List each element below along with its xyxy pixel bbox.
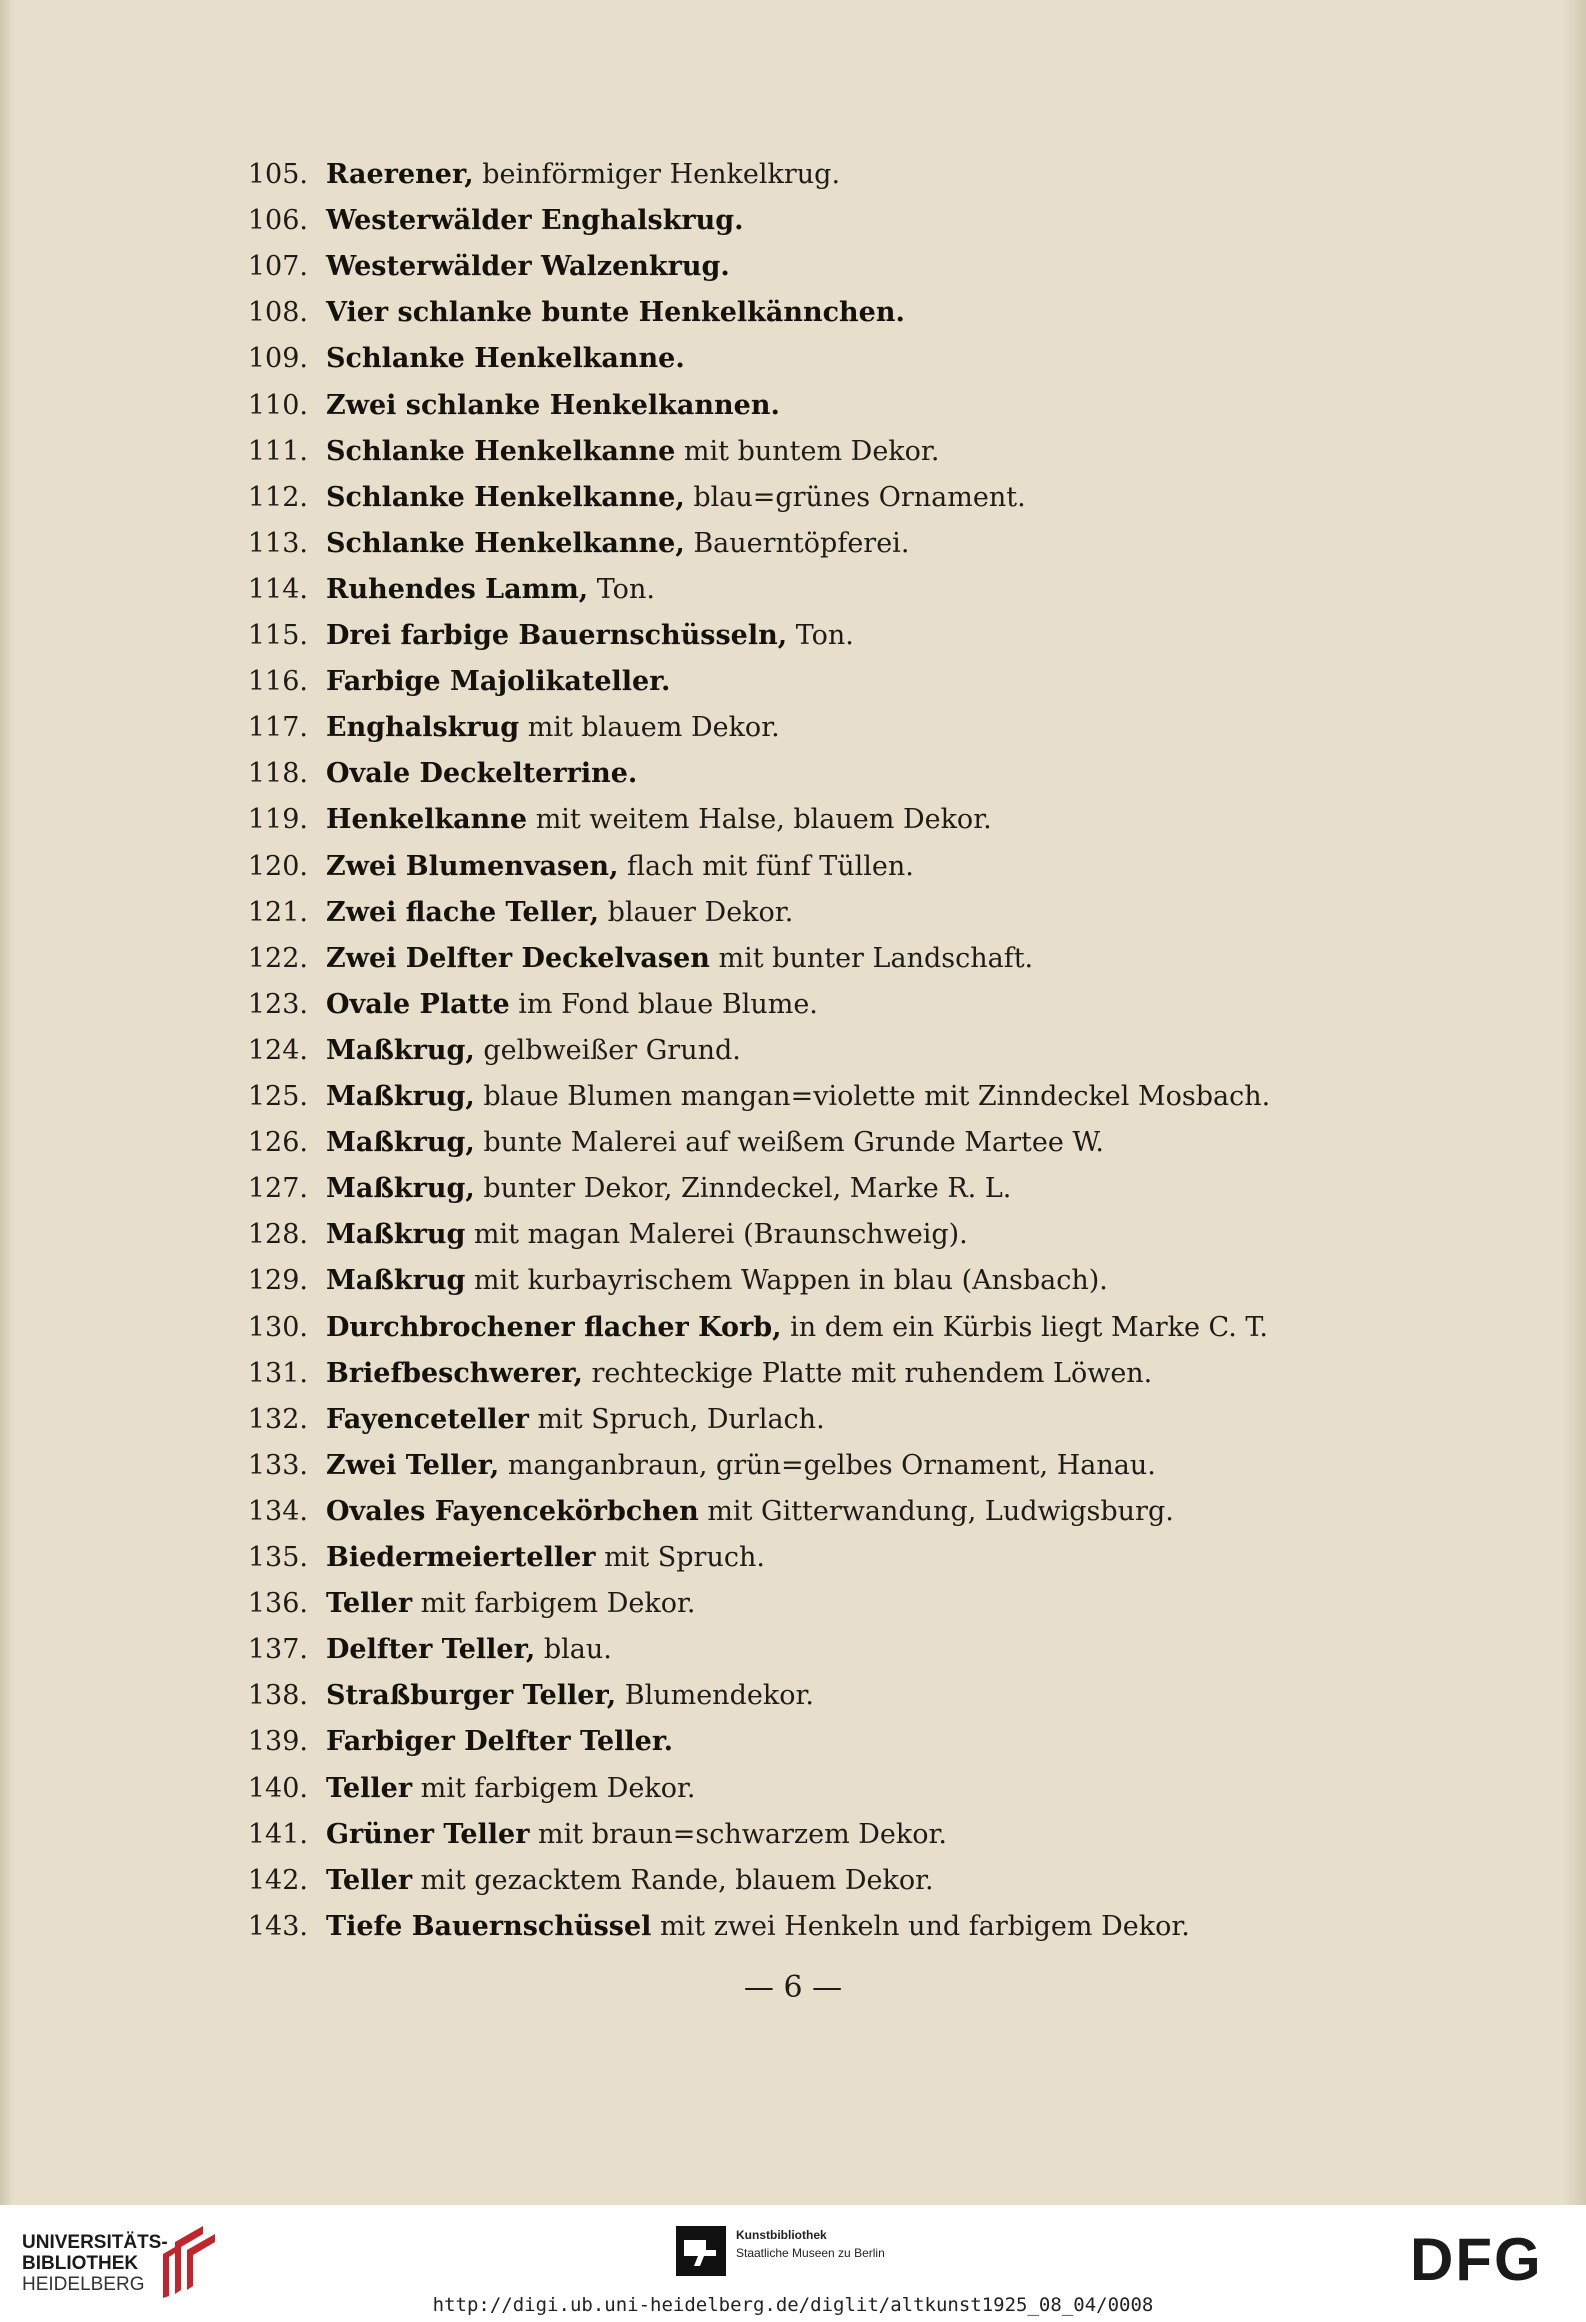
entry-title: Grüner Teller (326, 1818, 530, 1850)
entry-number: 134. (247, 1495, 308, 1527)
entry-number: 119. (247, 804, 308, 836)
entry-detail: gelbweißer Grund. (474, 1034, 741, 1066)
entry-title: Zwei flache Teller, (326, 896, 600, 928)
entry-detail: bunter Dekor, Zinndeckel, Marke R. L. (474, 1173, 1012, 1205)
entry-description (326, 1489, 1174, 1535)
catalog-entry (0, 705, 1586, 751)
catalog-entry (0, 659, 1586, 705)
catalog-entry (0, 1074, 1586, 1120)
catalog-entry (0, 1673, 1586, 1719)
entry-description (326, 1305, 1268, 1351)
entry-description (326, 1028, 741, 1074)
entry-detail: mit braun=schwarzem Dekor. (529, 1818, 948, 1850)
entry-title: Drei farbige Bauernschüsseln, (326, 620, 788, 651)
entry-number: 117. (247, 712, 308, 744)
catalog-entry (0, 982, 1586, 1028)
entry-number: 111. (247, 435, 308, 467)
ub-logo-line-3: HEIDELBERG (22, 2274, 145, 2295)
entry-detail: bunte Malerei auf weißem Grunde Martee W. (474, 1127, 1105, 1159)
entry-detail: mit weitem Halse, blauem Dekor. (527, 804, 992, 836)
catalog-entry (0, 475, 1586, 521)
entry-description (326, 705, 780, 751)
catalog-entry (0, 429, 1586, 475)
entry-title: Zwei Teller, (326, 1449, 500, 1481)
entry-title: Maßkrug, (326, 1081, 475, 1112)
entry-description (326, 1120, 1104, 1166)
catalog-entry (0, 1766, 1586, 1812)
catalog-entry (0, 1812, 1586, 1858)
entry-description (326, 1719, 673, 1765)
entry-number: 122. (247, 942, 308, 974)
entry-title: Zwei Delfter Deckelvasen (326, 942, 710, 974)
entry-description (326, 1212, 968, 1258)
entry-description (326, 1812, 947, 1858)
entry-number: 128. (247, 1219, 308, 1251)
entry-detail: mit Gitterwandung, Ludwigsburg. (698, 1495, 1174, 1527)
entry-description (326, 1904, 1190, 1950)
entry-description (326, 152, 840, 198)
entry-number: 105. (247, 159, 308, 190)
entry-description (326, 521, 909, 567)
permalink-url[interactable]: http://digi.ub.uni-heidelberg.de/diglit/altkunst1925_08_04/0008 (432, 2294, 1154, 2316)
catalog-entry (0, 567, 1586, 613)
entry-detail: mit kurbayrischem Wappen in blau (Ansbach). (465, 1265, 1108, 1297)
entry-number: 114. (247, 573, 308, 605)
entry-title: Ovale Deckelterrine. (326, 758, 638, 790)
entry-detail: blaue Blumen mangan=violette mit Zinndeckel Mosbach. (474, 1081, 1271, 1112)
entry-description (326, 751, 637, 797)
entry-title: Biedermeierteller (326, 1542, 596, 1573)
entry-number: 131. (247, 1357, 308, 1389)
catalog-entry (0, 1858, 1586, 1904)
catalog-entry (0, 1581, 1586, 1627)
entry-detail: blau. (535, 1634, 612, 1666)
entry-title: Zwei schlanke Henkelkannen. (326, 389, 780, 421)
entry-detail: mit blauem Dekor. (519, 712, 780, 744)
entry-detail: manganbraun, grün=gelbes Ornament, Hanau. (499, 1449, 1156, 1481)
entry-description (326, 936, 1033, 982)
catalog-entry (0, 198, 1586, 244)
entry-number: 112. (247, 481, 308, 513)
catalog-entry (0, 336, 1586, 382)
catalog-entry (0, 797, 1586, 843)
entry-title: Teller (326, 1588, 413, 1620)
entry-description (326, 1074, 1270, 1120)
entry-title: Vier schlanke bunte Henkelkännchen. (326, 297, 905, 329)
entry-number: 136. (247, 1588, 308, 1620)
ub-heidelberg-logo-text[interactable] (22, 2232, 168, 2295)
entry-description (326, 613, 854, 659)
entry-number: 123. (247, 988, 308, 1020)
entry-description (326, 244, 730, 290)
entry-description (326, 890, 793, 936)
entry-title: Tiefe Bauernschüssel (326, 1910, 652, 1942)
catalog-entry (0, 1535, 1586, 1581)
dfg-logo[interactable]: DFG (1410, 2226, 1543, 2293)
entry-number: 140. (247, 1772, 308, 1804)
ub-logo-line-1: UNIVERSITÄTS- (22, 2232, 168, 2253)
entry-detail: Ton. (787, 620, 854, 651)
entry-number: 133. (247, 1449, 308, 1481)
kb-line-2: Staatliche Museen zu Berlin (736, 2246, 885, 2260)
catalog-entry (0, 290, 1586, 336)
entry-number: 138. (247, 1680, 308, 1712)
entry-description (326, 1673, 814, 1719)
entry-detail: mit Spruch, Durlach. (528, 1403, 825, 1435)
entry-description (326, 1766, 695, 1812)
entry-number: 106. (247, 205, 308, 237)
entry-description (326, 1166, 1011, 1212)
page-number: — 6 — (743, 1970, 843, 2005)
entry-detail: rechteckige Platte mit ruhendem Löwen. (582, 1357, 1153, 1389)
entry-title: Enghalskrug (326, 712, 520, 744)
entry-title: Delfter Teller, (326, 1634, 536, 1666)
entry-number: 141. (247, 1818, 308, 1850)
entry-title: Farbige Majolikateller. (326, 666, 671, 698)
catalog-entry (0, 890, 1586, 936)
entry-detail: beinförmiger Henkelkrug. (473, 159, 841, 190)
entry-number: 118. (247, 758, 308, 790)
entry-description (326, 797, 992, 843)
entry-description (326, 290, 905, 336)
entry-detail: mit Spruch. (595, 1542, 765, 1573)
entry-description (326, 1535, 765, 1581)
entry-description (326, 475, 1026, 521)
entry-title: Teller (326, 1772, 413, 1804)
entry-description (326, 336, 685, 382)
entry-number: 107. (247, 251, 308, 283)
catalog-entry (0, 613, 1586, 659)
catalog-entry (0, 244, 1586, 290)
ub-heidelberg-logo-icon[interactable] (155, 2220, 221, 2298)
entry-number: 132. (247, 1403, 308, 1435)
entry-number: 124. (247, 1034, 308, 1066)
entry-detail: mit buntem Dekor. (675, 435, 940, 467)
entry-description (326, 844, 914, 890)
ub-logo-line-2: BIBLIOTHEK (22, 2253, 139, 2274)
catalog-entry (0, 1627, 1586, 1673)
entry-detail: blauer Dekor. (599, 896, 794, 928)
entry-detail: Bauerntöpferei. (684, 527, 910, 559)
entry-title: Westerwälder Walzenkrug. (326, 251, 730, 283)
entry-title: Maßkrug, (326, 1127, 475, 1159)
entry-description (326, 1258, 1108, 1304)
catalog-entry (0, 1258, 1586, 1304)
entry-title: Henkelkanne (326, 804, 528, 836)
entry-number: 137. (247, 1634, 308, 1666)
kb-line-1: Kunstbibliothek (736, 2228, 827, 2242)
entry-title: Maßkrug, (326, 1034, 475, 1066)
entry-number: 129. (247, 1265, 308, 1297)
entry-title: Zwei Blumenvasen, (326, 850, 619, 882)
entry-number: 130. (247, 1311, 308, 1343)
entry-description (326, 1351, 1152, 1397)
entry-description (326, 659, 670, 705)
entry-detail: blau=grünes Ornament. (684, 481, 1026, 513)
catalog-entry (0, 1212, 1586, 1258)
entry-title: Schlanke Henkelkanne, (326, 527, 685, 559)
entry-detail: flach mit fünf Tüllen. (618, 850, 914, 882)
entry-detail: Ton. (588, 573, 655, 605)
entry-description (326, 1397, 825, 1443)
entry-number: 143. (247, 1910, 308, 1942)
entry-detail: mit bunter Landschaft. (709, 942, 1034, 974)
entry-detail: in dem ein Kürbis liegt Marke C. T. (781, 1311, 1269, 1343)
entry-number: 113. (247, 527, 308, 559)
entry-title: Ovales Fayencekörbchen (326, 1495, 699, 1527)
entry-title: Durchbrochener flacher Korb, (326, 1311, 782, 1343)
catalog-entry (0, 1305, 1586, 1351)
entry-title: Maßkrug (326, 1219, 466, 1251)
entry-title: Schlanke Henkelkanne, (326, 481, 685, 513)
entry-title: Briefbeschwerer, (326, 1357, 583, 1389)
entry-description (326, 567, 655, 613)
entry-number: 135. (247, 1542, 308, 1573)
catalog-entry (0, 1904, 1586, 1950)
entry-description (326, 383, 780, 429)
entry-title: Schlanke Henkelkanne (326, 435, 676, 467)
catalog-entry (0, 1120, 1586, 1166)
entry-title: Ovale Platte (326, 988, 510, 1020)
entry-description (326, 198, 744, 244)
catalog-entry (0, 1351, 1586, 1397)
entry-description (326, 1858, 934, 1904)
entry-description (326, 1443, 1156, 1489)
entry-title: Straßburger Teller, (326, 1680, 617, 1712)
entry-detail: mit farbigem Dekor. (412, 1772, 696, 1804)
entry-number: 142. (247, 1864, 308, 1896)
entry-detail: mit gezacktem Rande, blauem Dekor. (412, 1864, 934, 1896)
entry-detail: mit magan Malerei (Braunschweig). (465, 1219, 968, 1251)
entry-number: 110. (247, 389, 308, 421)
entry-number: 127. (247, 1173, 308, 1205)
entry-detail: Blumendekor. (616, 1680, 814, 1712)
catalog-entry (0, 1489, 1586, 1535)
entry-number: 108. (247, 297, 308, 329)
entry-title: Raerener, (326, 159, 474, 190)
entry-description (326, 429, 939, 475)
entry-title: Westerwälder Enghalskrug. (326, 205, 744, 237)
entry-number: 126. (247, 1127, 308, 1159)
entry-detail: mit farbigem Dekor. (412, 1588, 696, 1620)
entry-title: Maßkrug (326, 1265, 466, 1297)
catalog-entry (0, 1443, 1586, 1489)
catalog-entry (0, 1397, 1586, 1443)
catalog-entry (0, 844, 1586, 890)
entry-number: 120. (247, 850, 308, 882)
entry-description (326, 1581, 695, 1627)
catalog-entry (0, 936, 1586, 982)
kunstbibliothek-logo-text[interactable] (736, 2226, 885, 2262)
entry-number: 121. (247, 896, 308, 928)
entry-number: 115. (247, 620, 308, 651)
catalog-entry (0, 383, 1586, 429)
kunstbibliothek-logo-icon[interactable] (676, 2226, 726, 2276)
entry-title: Farbiger Delfter Teller. (326, 1726, 673, 1758)
entry-number: 125. (247, 1081, 308, 1112)
entry-detail: im Fond blaue Blume. (509, 988, 818, 1020)
entry-number: 109. (247, 343, 308, 375)
catalog-entry (0, 751, 1586, 797)
catalog-entry (0, 521, 1586, 567)
entry-description (326, 1627, 612, 1673)
catalog-entry (0, 152, 1586, 198)
catalog-entry (0, 1166, 1586, 1212)
catalog-entry (0, 1719, 1586, 1765)
entry-title: Maßkrug, (326, 1173, 475, 1205)
entry-number: 116. (247, 666, 308, 698)
catalog-entry (0, 1028, 1586, 1074)
entry-title: Teller (326, 1864, 413, 1896)
entry-title: Fayenceteller (326, 1403, 529, 1435)
entry-title: Schlanke Henkelkanne. (326, 343, 685, 375)
entry-description (326, 982, 818, 1028)
entry-title: Ruhendes Lamm, (326, 573, 589, 605)
entry-number: 139. (247, 1726, 308, 1758)
entry-detail: mit zwei Henkeln und farbigem Dekor. (651, 1910, 1190, 1942)
